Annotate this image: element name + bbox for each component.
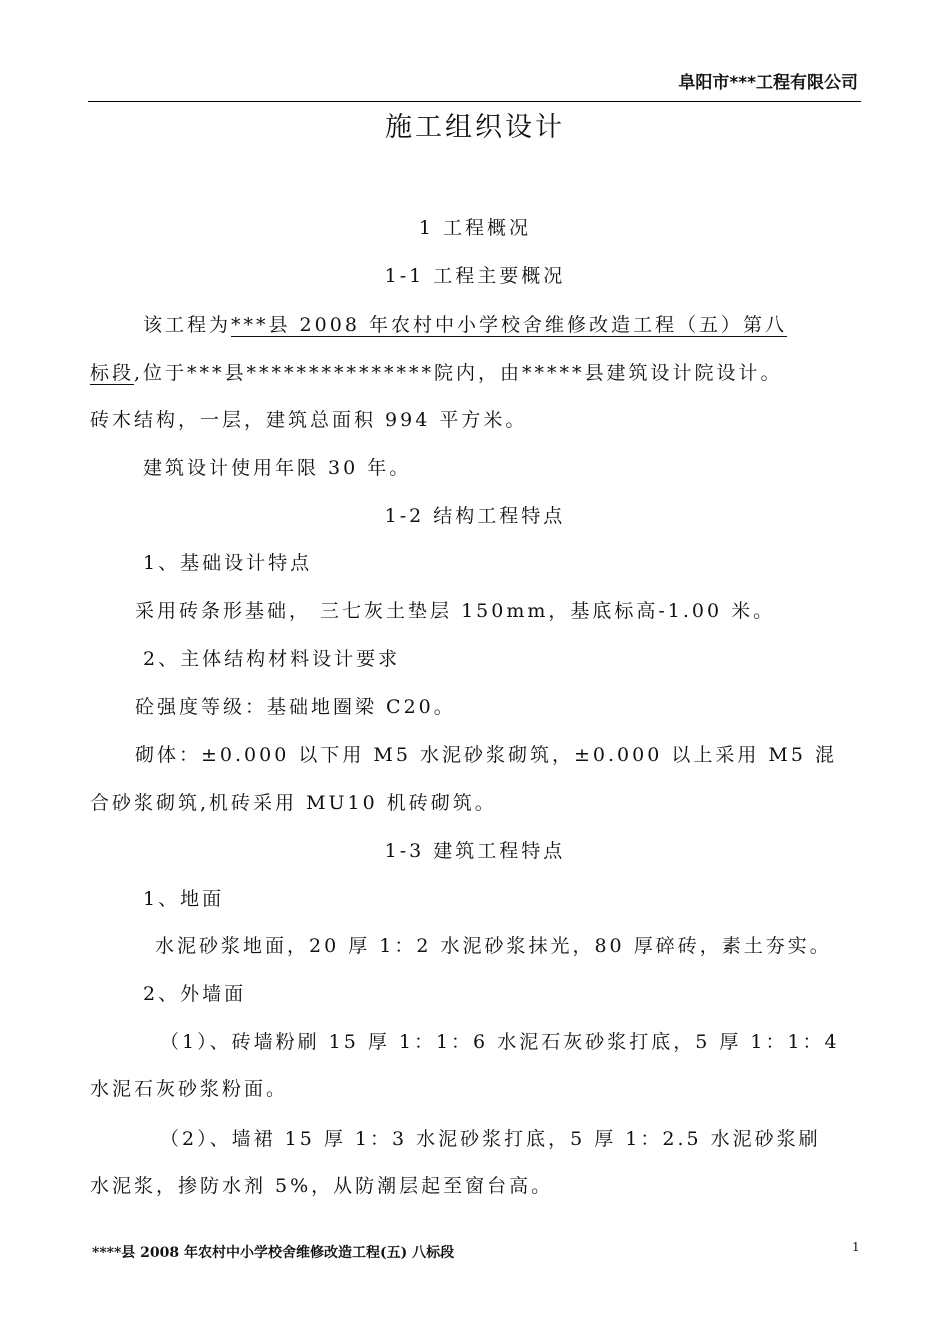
project-section-underlined: 标段 [90, 362, 135, 384]
section-heading-1: 1 工程概况 [418, 217, 532, 239]
item-exterior-wall-title: 2、外墙面 [143, 983, 247, 1005]
footer-project-name: ****县 2008 年农村中小学校舍维修改造工程(五) 八标段 [92, 1245, 455, 1261]
section-heading-1-2: 1-2 结构工程特点 [384, 505, 566, 527]
section-heading-1-3: 1-3 建筑工程特点 [384, 840, 566, 862]
footer-page-number: 1 [852, 1240, 860, 1254]
item-foundation-text: 采用砖条形基础， 三七灰土垫层 150mm，基底标高-1.00 米。 [135, 600, 776, 622]
item-exterior-wall-sub2-line1: （2）、墙裙 15 厚 1：3 水泥砂浆打底，5 厚 1：2.5 水泥砂浆刷 [160, 1128, 821, 1150]
item-main-structure-title: 2、主体结构材料设计要求 [143, 648, 401, 670]
item-exterior-wall-sub1-line2: 水泥石灰砂浆粉面。 [90, 1078, 289, 1100]
paragraph-overview-line1 [143, 310, 787, 337]
item-exterior-wall-sub1-line1: （1）、砖墙粉刷 15 厚 1：1：6 水泥石灰砂浆打底，5 厚 1：1：4 [160, 1031, 840, 1053]
paragraph-overview-location: ,位于***县***************院内，由*****县建筑设计院设计。 [134, 362, 783, 384]
paragraph-overview-line3: 砖木结构，一层，建筑总面积 994 平方米。 [90, 409, 528, 431]
item-foundation-title: 1、基础设计特点 [143, 552, 313, 574]
paragraph-overview-prefix: 该工程为 [143, 314, 232, 336]
item-exterior-wall-sub2-line2: 水泥浆，掺防水剂 5%，从防潮层起至窗台高。 [90, 1175, 554, 1197]
item-concrete-grade: 砼强度等级：基础地圈梁 C20。 [135, 696, 456, 718]
item-floor-title: 1、地面 [143, 888, 225, 910]
project-name-underlined: ***县 2008 年农村中小学校舍维修改造工程（五）第八 [231, 314, 787, 336]
paragraph-service-life: 建筑设计使用年限 30 年。 [143, 457, 412, 479]
section-heading-1-1: 1-1 工程主要概况 [384, 265, 566, 287]
item-masonry-line2: 合砂浆砌筑,机砖采用 MU10 机砖砌筑。 [90, 792, 497, 814]
header-company-name: 阜阳市***工程有限公司 [678, 73, 858, 93]
paragraph-overview-line2 [90, 358, 783, 385]
header-rule [88, 101, 861, 102]
item-floor-text: 水泥砂浆地面，20 厚 1：2 水泥砂浆抹光，80 厚碎砖，素土夯实。 [155, 935, 832, 957]
item-masonry-line1: 砌体：±0.000 以下用 M5 水泥砂浆砌筑，±0.000 以上采用 M5 混 [135, 744, 837, 766]
document-title: 施工组织设计 [385, 112, 565, 143]
